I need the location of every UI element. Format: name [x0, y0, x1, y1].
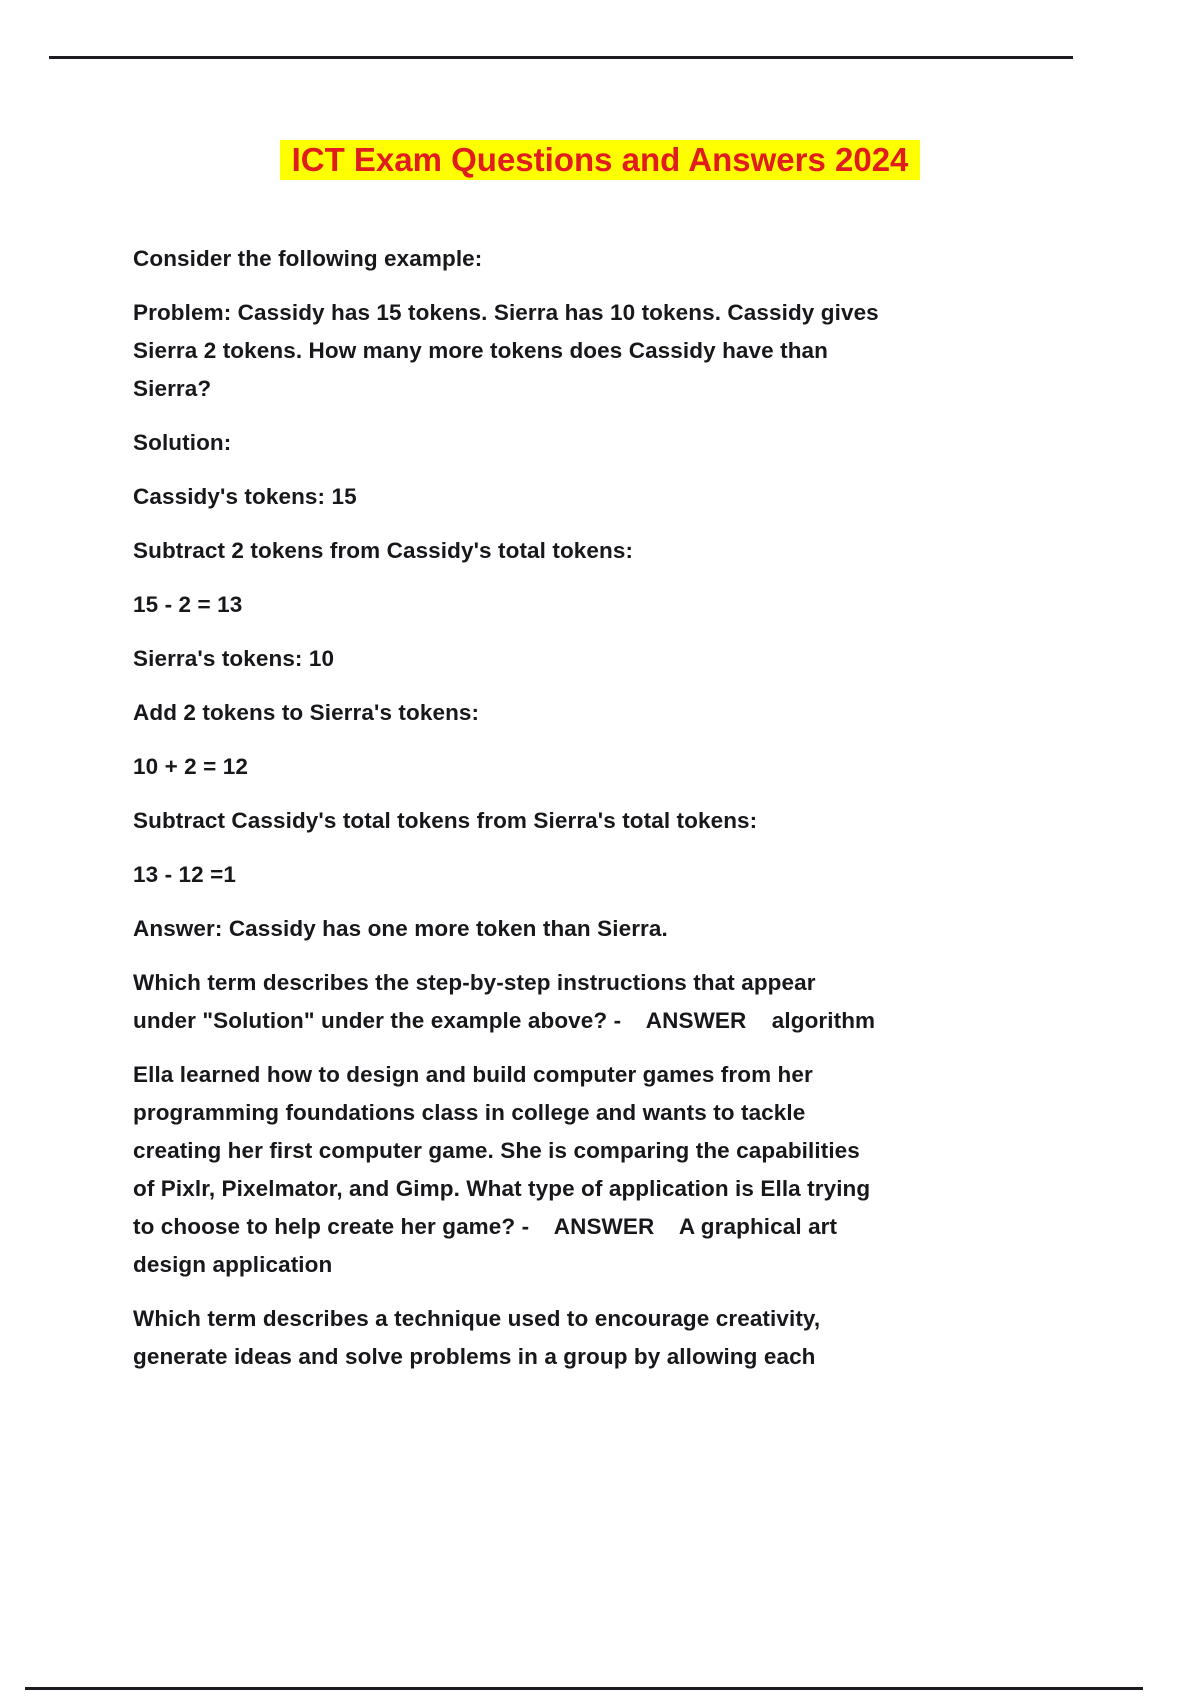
title-row [0, 140, 1200, 180]
document-body [133, 240, 1083, 1392]
bottom-rule [25, 1687, 1143, 1690]
paragraph: 15 - 2 = 13 [133, 592, 243, 617]
paragraph: Ella learned how to design and build computer games from her programming foundations class in college and wants to tackle creating her first computer game. She is comparing the capabilities of Pixlr, Pixelmator, and Gimp. What type of application is Ella trying to choose to help create her game? - ANSWER A graphical art design application [133, 1062, 871, 1277]
paragraph: Which term describes a technique used to encourage creativity, generate ideas and solve problems in a group by allowing each [133, 1306, 821, 1369]
paragraph: 13 - 12 =1 [133, 862, 236, 887]
paragraph: Subtract 2 tokens from Cassidy's total tokens: [133, 538, 634, 563]
paragraph: Consider the following example: [133, 246, 483, 271]
page-title: ICT Exam Questions and Answers 2024 [280, 140, 921, 180]
top-rule [49, 56, 1073, 59]
paragraph: Problem: Cassidy has 15 tokens. Sierra has 10 tokens. Cassidy gives Sierra 2 tokens. How many more tokens does Cassidy have than Sierra? [133, 300, 879, 401]
paragraph: Which term describes the step-by-step instructions that appear under "Solution" under the example above? - ANSWER algorithm [133, 970, 876, 1033]
paragraph: Cassidy's tokens: 15 [133, 484, 357, 509]
paragraph: Sierra's tokens: 10 [133, 646, 335, 671]
paragraph: Solution: [133, 430, 232, 455]
paragraph: 10 + 2 = 12 [133, 754, 248, 779]
paragraph: Answer: Cassidy has one more token than Sierra. [133, 916, 668, 941]
paragraph: Subtract Cassidy's total tokens from Sierra's total tokens: [133, 808, 758, 833]
paragraph: Add 2 tokens to Sierra's tokens: [133, 700, 480, 725]
